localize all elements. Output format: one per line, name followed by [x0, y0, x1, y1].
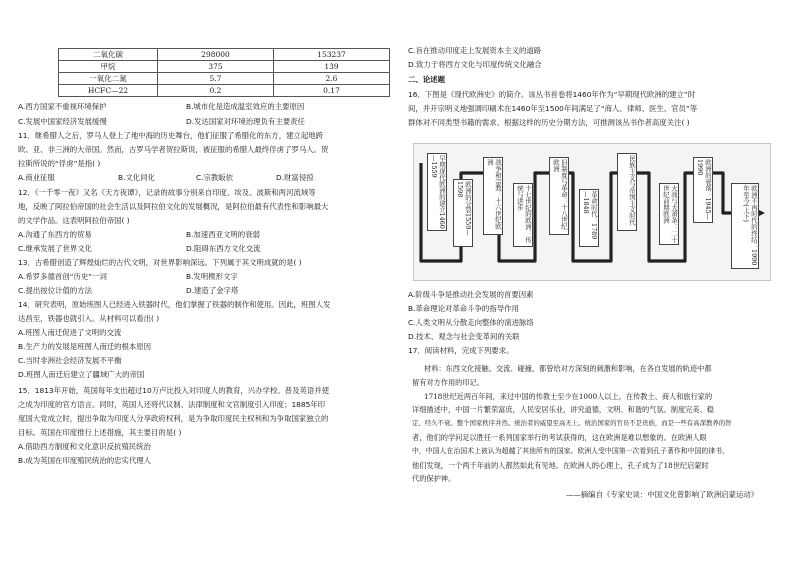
table-cell: 二氧化碳: [59, 49, 158, 61]
q12-option-c[interactable]: C.继承发展了世界文化: [18, 244, 93, 253]
q14-option-a[interactable]: A.班图人南迁促进了文明的交流: [18, 328, 122, 337]
book-box: 革命时代：1789—1848: [579, 189, 599, 247]
q15-option-b[interactable]: B.成为英国在印度殖民统治的忠实代理人: [18, 456, 152, 465]
emission-table: [58, 48, 390, 97]
material-line: 详细描述中，中国一片繁荣富庶，人民安居乐业，讲究道德，文明、和谐的气氛。制度完美、稳: [412, 405, 714, 415]
q11-stem-line: 拉斯所说的“俘虏”是指( ): [18, 159, 101, 168]
q14-stem-line: 达昌至，铁器也就引入。从材料可以看出( ): [18, 314, 160, 323]
table-cell: 375: [158, 61, 274, 73]
material-line: 他们发现，一个两千年前的人都然如此有见地。在欧洲人的心理上，孔子成为了18世纪启蒙时: [412, 460, 709, 470]
table-cell: 153237: [274, 49, 390, 61]
q10-option-c[interactable]: C.发展中国家经济发展缓慢: [18, 117, 107, 126]
table-row: [59, 73, 390, 85]
q10-option-d[interactable]: D.发达国家对环境治理负有主要责任: [186, 117, 305, 126]
q12-option-d[interactable]: D.阻碍东西方文化交流: [186, 244, 261, 253]
book-box: 欧洲的分裂1559—1598: [453, 179, 473, 247]
table-row: [59, 61, 390, 73]
material-line: 者，他们的学问足以胜任一系列国家举行的考试获得的，这在欧洲是难以想象的。在欧洲人眼: [412, 432, 707, 442]
book-box: 早期现代欧洲的建立1460—1559: [427, 153, 447, 231]
q11-option-c[interactable]: C.宗教皈依: [196, 173, 234, 182]
q15-option-a[interactable]: A.借助西方制度和文化意识反抗殖民统治: [18, 442, 151, 451]
q11-stem-line: 欧、亚、非三洲的大帝国。然而，古罗马学者贺拉斯说，被征服的希腊人最终俘虏了罗马人。贺: [18, 145, 329, 154]
q12-option-a[interactable]: A.沟通了东西方的贸易: [18, 230, 92, 239]
book-box: 欧洲的衰落：1945—1990: [693, 157, 713, 223]
book-box: 战争和宗教：十六世纪欧洲: [483, 157, 503, 235]
q16-option-c[interactable]: C.人类文明从分散走向整体的演进脉络: [408, 318, 534, 327]
q11-stem-line: 11．继希腊人之后，罗马人登上了地中海的历史舞台，他们征服了希腊化的东方，建立起地跨: [18, 131, 324, 140]
q17-material: [412, 362, 778, 486]
q15-option-c[interactable]: C.旨在推动印度走上发展资本主义的道路: [408, 46, 542, 55]
table-row: [59, 85, 390, 97]
q15-option-d[interactable]: D.致力于将西方文化与印度传统文化融合: [408, 60, 542, 69]
q13-stem-line: 13．古希腊创造了辉煌灿烂的古代文明，对世界影响深远。下列属于其文明成就的是( ): [18, 258, 302, 267]
table-row: [59, 49, 390, 61]
q16-option-a[interactable]: A.阶级斗争是推动社会发展的首要因素: [408, 290, 534, 299]
q12-option-b[interactable]: B.加速西亚文明的衰弱: [186, 230, 260, 239]
q12-stem-line: 12．《一千零一夜》又名《天方夜谭》，记录的故事分别来自印度、埃及、波斯和两河流域等: [18, 188, 316, 197]
q16-stem-line: 间，并开宗明义地强调印刷术在1460年至1500年间满足了“商人、律师、医生、官员”等: [408, 104, 698, 113]
book-box: 大战与大萧条：二十世纪前期欧洲: [659, 183, 679, 245]
q12-stem-line: 地，反映了阿拉伯帝国的社会生活以及阿拉伯文化的发展概况，是阿拉伯最有代表性和影响最大: [18, 202, 329, 211]
section-heading: 二、论述题: [408, 75, 445, 84]
q17-title: 17．阅读材料，完成下列要求。: [408, 346, 514, 355]
q16-option-d[interactable]: D.技术、观念与社会变革间的关联: [408, 332, 520, 341]
table-cell: 0.2: [158, 85, 274, 97]
q13-option-d[interactable]: D.建造了金字塔: [186, 286, 239, 295]
table-cell: 139: [274, 61, 390, 73]
material-line: 1718世纪近两百年间，来过中国的传教士至少在1000人以上，在传教士、商人和旅行家的: [424, 391, 713, 401]
q10-option-a[interactable]: A.西方国家不重视环境保护: [18, 102, 107, 111]
q16-stem-line: 群体对不同类型书籍的需求。根据这样的历史分期方法，可推测该丛书作者高度关注( ): [408, 118, 690, 127]
table-cell: 2.6: [274, 73, 390, 85]
table-cell: 5.7: [158, 73, 274, 85]
q14-option-c[interactable]: C.当时非洲社会经济发展不平衡: [18, 356, 122, 365]
book-box: 欧洲不再时代的终结：1990年至今(上下): [731, 183, 759, 269]
book-series-diagram: [413, 143, 771, 281]
material-line: 中，中国人在治国术上被认为超越了其他所有的国家。欧洲人受中国第一次看到孔子著作和中国的律书，: [412, 446, 729, 455]
table-cell: 一氧化二氮: [59, 73, 158, 85]
table-cell: 甲烷: [59, 61, 158, 73]
q12-stem-line: 的文学作品。这表明阿拉伯帝国( ): [18, 216, 130, 225]
q14-option-d[interactable]: D.班图人南迁后建立了疆域广大的帝国: [18, 370, 145, 379]
q11-option-a[interactable]: A.商业征服: [18, 173, 55, 182]
q15-stem-line: 之成为印度的官方语言。同时，英国人还将代议制、法律制度和文官制度引入印度；1885年印: [18, 400, 326, 409]
q15-stem-line: 度国大党成立时，提出争取为印度人分享政府权利，是为争取印度民主权利和为争取国家独立的: [18, 414, 329, 423]
q14-option-b[interactable]: B.生产力的发展是班图人南迁的根本原因: [18, 342, 152, 351]
q11-option-d[interactable]: D.财富侵掠: [276, 173, 314, 182]
table-cell: 0.17: [274, 85, 390, 97]
table-cell: HCFC—22: [59, 85, 158, 97]
q13-option-b[interactable]: B.发明楔形文字: [186, 272, 238, 281]
material-line: 代的保护神。: [412, 474, 456, 484]
material-line: 材料：东西文化接触、交流、碰撞，都曾给对方深刻的刺激和影响，在各自发展的轨迹中都: [424, 364, 712, 373]
material-line: 留有对方作用的印记。: [412, 377, 484, 387]
book-box: 民族主义与帝国主义时代: [617, 153, 637, 231]
q16-stem-line: 16．下图是《现代欧洲史》的简介。该丛书首卷将1460年作为“早期现代欧洲的建立”时: [408, 90, 696, 99]
table-cell: 298000: [158, 49, 274, 61]
q13-option-a[interactable]: A.希罗多德首创“历史”一词: [18, 272, 107, 281]
q16-option-b[interactable]: B.革命理论对革命斗争的指导作用: [408, 304, 519, 313]
q11-option-b[interactable]: B.文化同化: [118, 173, 155, 182]
q15-stem-line: 目标。英国在印度推行上述措施，其主要目的是( ): [18, 428, 182, 437]
material-line: 定、经久不衰。整个国家秩序井然。统治者的威望至高无上。统治国家的官员不是贵族，而是一些有高深教养的智: [412, 419, 732, 428]
q13-option-c[interactable]: C.提出按位计值的方法: [18, 286, 93, 295]
book-box: 十七世纪的欧洲：传统与进步: [513, 183, 533, 247]
q17-source: ——摘编自《专家史谈：中国文化曾影响了欧洲启蒙运动》: [566, 490, 759, 499]
book-box: 旧制度与革命：十八世纪欧洲: [549, 157, 569, 235]
q14-stem-line: 14．研究表明，原始班图人已经进入铁器时代，他们掌握了铁器的制作和使用。因此，班图人发: [18, 300, 331, 309]
q10-option-b[interactable]: B.城市化是造成温室效应的主要原因: [186, 102, 305, 111]
q15-stem-line: 15．1813年开始，英国每年支出超过10万卢比投入对印度人的教育，兴办学校、普及英语并使: [18, 386, 330, 395]
